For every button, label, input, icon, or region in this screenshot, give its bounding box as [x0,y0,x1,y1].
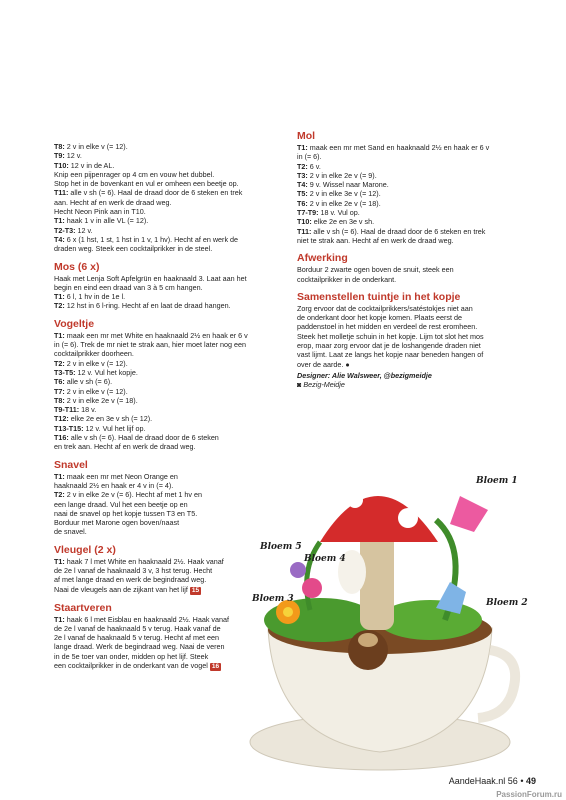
line: draden weg. Steek een cocktailprikker in de steel. [54,244,213,254]
round-code: T3-T5: [54,367,76,377]
round-code: T12: [54,414,69,424]
line: haaknaald 2½ en haak er 4 v in (= 4). [54,480,174,490]
line: naai de snavel op het kopje tussen T3 en T5. [54,508,198,518]
line: T13-T15: 12 v. Vul het lijf op. [54,423,146,433]
round-code: T5: [297,189,308,199]
section-heading-afwerking: Afwerking [297,252,348,265]
line: T6: 2 v in elke 2e v (= 18). [297,198,381,208]
line: de snavel. [54,527,87,537]
line: T2: 12 hst in 6 l-ring. Hecht af en laat de draad hangen. [54,301,231,311]
line: de 2e l vanaf de haaknaald 3 v, 3 hst terug. Hecht [54,565,213,575]
line: T2: 2 v in elke v (= 12). [54,358,128,368]
line: T3-T5: 12 v. Vul het kopje. [54,367,138,377]
page-footer [449,776,536,786]
round-code: T2: [297,161,308,171]
line: T5: 2 v in elke 3e v (= 12). [297,189,381,199]
cap-dot [380,485,390,495]
line: 2e l vanaf de haaknaald 5 v terug. Hecht af met een [54,633,220,643]
label-bloem-1: Bloem 1 [476,476,518,486]
round-code: T16: [54,433,69,443]
line: paddenstoel in het midden en verdeel de rest eromheen. [297,322,478,332]
line: af met lange draad en werk de begindraad weg. [54,575,207,585]
line: T9: 12 v. [54,151,82,161]
label-bloem-3: Bloem 3 [252,594,294,604]
line: T1: maak een mr met White en haaknaald 2½ en haak er 6 v [54,330,248,340]
watermark: PassionForum.ru [496,790,562,799]
round-code: T10: [297,217,312,227]
mole-snout [358,633,378,647]
line: T7: 2 v in elke v (= 12). [54,386,128,396]
round-code: T2: [54,358,65,368]
round-code: T1: [54,471,65,481]
line: in de 5e toer van onder, midden op het lijf. Steek [54,651,209,661]
cap-dot [398,508,418,528]
line: T16: alle v sh (= 6). Haal de draad door de 6 steken [54,433,219,443]
round-code: T2: [54,301,65,311]
line: T1: haak 6 l met Eisblau en haaknaald 2½. Haak vanaf [54,614,230,624]
line-text: een cocktailprikker in de onderkant van de vogel [54,661,208,671]
line: T1: maak een mr met Neon Orange en [54,471,178,481]
line: T2-T3: 12 v. [54,225,93,235]
round-code: T6: [54,377,65,387]
line: in (= 6). [297,152,322,162]
footer-separator: • [520,776,524,786]
line: T2: 6 v. [297,161,321,171]
line: de onderkant door het kopje komen. Plaats eerst de [297,313,463,323]
line: T11: alle v sh (= 6). Haal de draad door de 6 steken en trek [54,188,243,198]
line: Knip een pijpenrager op 4 cm en vouw het dubbel. [54,169,215,179]
line: T3: 2 v in elke 2e v (= 9). [297,170,377,180]
label-bloem-2: Bloem 2 [486,598,528,608]
line: Haak met Lenja Soft Apfelgrün en haaknaald 3. Laat aan het [54,273,247,283]
line-text: Naai de vleugels aan de zijkant van het lijf [54,584,188,594]
round-code: T2-T3: [54,225,76,235]
round-code: T9: [54,151,65,161]
instagram-handle [297,380,523,389]
flower-5 [290,562,306,578]
line: aan. Hecht af en werk de draad weg. [54,197,172,207]
label-bloem-4: Bloem 4 [304,554,346,564]
round-code: T1: [54,556,65,566]
section-heading-mol: Mol [297,130,316,142]
line: T1: maak een mr met Sand en haaknaald 2½ en haak er 6 v [297,143,490,152]
instagram-icon: ◙ [297,380,304,390]
label-bloem-5: Bloem 5 [260,542,302,552]
line: begin en eind een draad van 3 à 5 cm hangen. [54,282,203,292]
line: cocktailprikker in de onderkant. [297,274,397,284]
round-code: T2: [54,490,65,500]
line: Steek het molletje schuin in het kopje. Lijm tot slot het mos [297,331,484,341]
section-heading-snavel: Snavel [54,458,88,471]
step-badge: 16 [211,663,220,671]
round-code: T8: [54,395,65,405]
right-column [297,130,523,390]
line: T4: 6 x (1 hst, 1 st, 1 hst in 1 v, 1 hv). Hecht af en werk de [54,234,239,244]
line: Zorg ervoor dat de cocktailprikkers/satéstokjes niet aan [297,303,473,313]
round-code: T1: [54,216,65,226]
section-heading-mos: Mos (6 x) [54,260,100,273]
flower-4 [302,578,322,598]
round-code: T9-T11: [54,405,80,415]
line: T9-T11: 18 v. [54,405,97,415]
line: T1: haak 1 v in alle VL (= 12). [54,216,149,226]
designer-credit: Designer: Alie Walsweer, @bezigmeidje [297,370,432,380]
flower-3-center [283,607,293,617]
line: een lange draad. Vul het een beetje op en [54,499,188,509]
round-code: T13-T15: [54,423,84,433]
round-code: T11: [297,226,312,236]
line: niet te strak aan. Hecht af en werk de draad weg. [297,235,454,245]
footer-site: AandeHaak.nl 56 [448,776,518,786]
line: T8: 2 v in elke v (= 12). [54,142,128,151]
line: T4: 9 v. Wissel naar Marone. [297,180,389,190]
round-code: T7: [54,386,65,396]
mushroom-stem [360,530,394,630]
round-code: T1: [54,292,65,302]
step-badge: 15 [191,586,200,594]
round-code: T4: [297,180,308,190]
round-code: T7-T9: [297,208,319,218]
line: lange draad. Werk de begindraad weg. Naai de veren [54,642,225,652]
round-code: T4: [54,234,65,244]
line: Hecht Neon Pink aan in T10. [54,207,146,217]
line: erop, maar zorg ervoor dat je de loshangende draden niet [297,341,481,351]
line: in (= 6). Trek de mr niet te strak aan, hier moet later nog een [54,340,246,350]
line: T10: elke 2e en 3e v sh. [297,217,375,227]
teacup-garden-photo [240,460,530,780]
line: Borduur 2 zwarte ogen boven de snuit, steek een [297,265,454,275]
handle-text: Bezig-Meidje [303,380,345,390]
line: T2: 2 v in elke 2e v (= 6). Hecht af met 1 hv en [54,490,203,500]
line: T10: 12 v in de AL. [54,160,115,170]
line: en trek aan. Hecht af en werk de draad weg. [54,442,196,452]
round-code: T11: [54,188,69,198]
line: Borduur met Marone ogen boven/naast [54,518,180,528]
section-heading-samenstellen: Samenstellen tuintje in het kopje [297,290,461,303]
cap-dot [347,492,363,508]
line: T12: elke 2e en 3e v sh (= 12). [54,414,153,424]
round-code: T1: [297,143,308,152]
round-code: T8: [54,142,65,151]
line: de 2e l vanaf de haaknaald 5 v terug. Haak vanaf de [54,623,221,633]
line: T7-T9: 18 v. Vul op. [297,208,360,218]
section-heading-vogeltje: Vogeltje [54,317,95,330]
round-code: T3: [297,170,308,180]
round-code: T10: [54,160,69,170]
flower-1 [450,496,488,532]
section-heading-staartveren: Staartveren [54,601,112,614]
intro-lines [54,142,278,254]
line: T11: alle v sh (= 6). Haal de draad door de 6 steken en trek [297,226,486,236]
section-heading-vleugel: Vleugel (2 x) [54,543,116,556]
line: Stop het in de bovenkant en vul er omheen een beetje op. [54,179,239,189]
line: T6: alle v sh (= 6). [54,377,113,387]
page-number: 49 [525,776,536,786]
line: cocktailprikker doorheen. [54,349,134,359]
line: vast lijmt. Laat ze langs het kopje naar beneden hangen of [297,350,484,360]
round-code: T1: [54,330,65,340]
line: T8: 2 v in elke 2e v (= 18). [54,395,138,405]
line: T1: 6 l, 1 hv in de 1e l. [54,292,126,302]
round-code: T6: [297,198,308,208]
line: over de aarde. ● [297,359,350,369]
line: T1: haak 7 l met White en haaknaald 2½. Haak vanaf [54,556,224,566]
mushroom-cap [320,496,438,542]
round-code: T1: [54,614,65,624]
